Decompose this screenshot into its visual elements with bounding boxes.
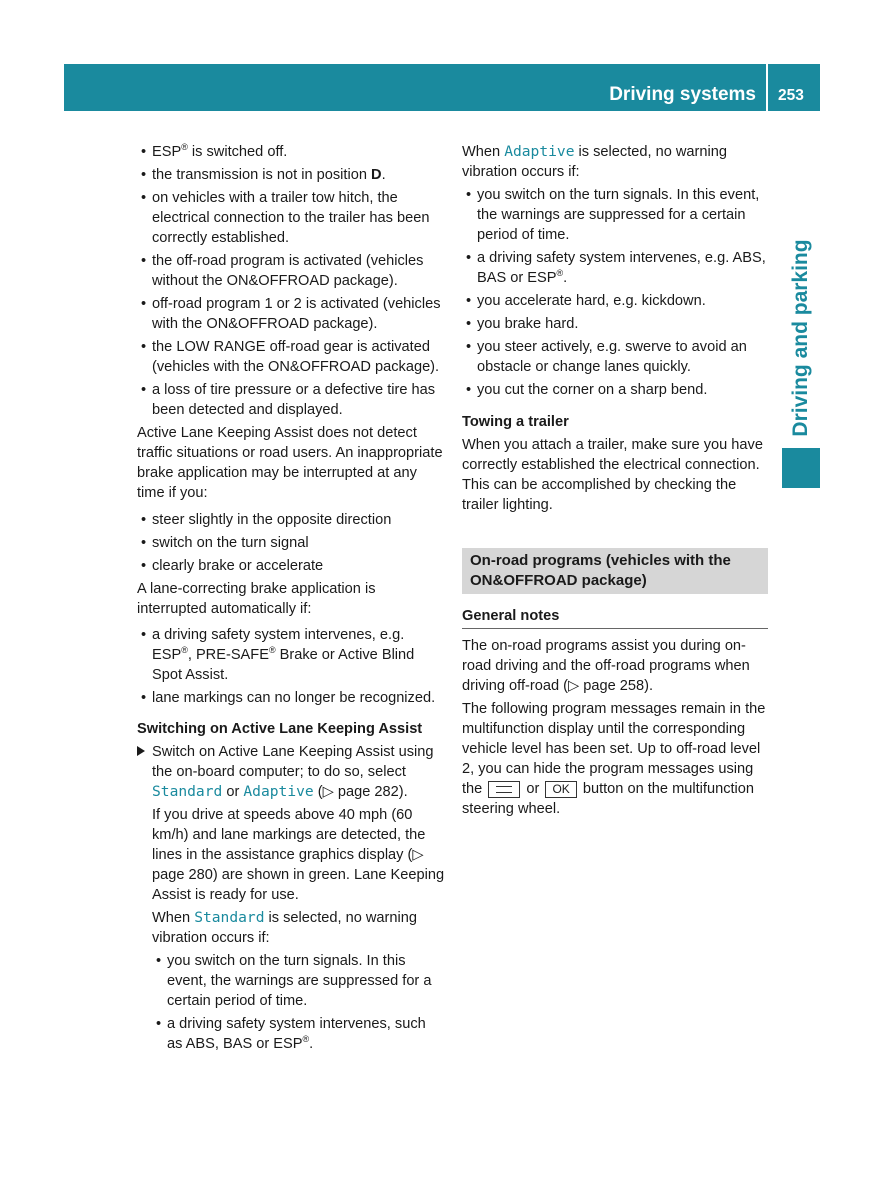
- section-heading: General notes: [462, 606, 768, 629]
- list-item: • you brake hard.: [462, 314, 768, 334]
- section-title-box: On-road programs (vehicles with the ON&OFFROAD package): [462, 548, 768, 594]
- paragraph: When Standard is selected, no warning vibration occurs if:: [152, 909, 417, 946]
- list-item: • you switch on the turn signals. In this event, the warnings are suppressed for a certain period of time.: [152, 951, 445, 1011]
- adaptive-option: Adaptive: [504, 143, 575, 160]
- adaptive-no-warning-list: [462, 185, 768, 400]
- auto-interrupt-list: [137, 625, 445, 708]
- list-item: • lane markings can no longer be recognized.: [137, 688, 445, 708]
- back-key-icon: [488, 781, 520, 798]
- action-step: [137, 742, 445, 1054]
- left-column: [137, 142, 445, 1057]
- paragraph: Active Lane Keeping Assist does not detect traffic situations or road users. An inappropriate brake application may be interrupted at any time if you:: [137, 425, 443, 501]
- side-chapter-tab: [782, 448, 820, 488]
- list-item: • on vehicles with a trailer tow hitch, the electrical connection to the trailer has been correctly established.: [137, 188, 445, 248]
- interrupt-list: [137, 510, 445, 576]
- paragraph: When you attach a trailer, make sure you have correctly established the electrical connection. This can be accomplished by checking the trailer lighting.: [462, 437, 763, 513]
- list-item: • a loss of tire pressure or a defective tire has been detected and displayed.: [137, 380, 445, 420]
- list-item: • you switch on the turn signals. In this event, the warnings are suppressed for a certain period of time.: [462, 185, 768, 245]
- list-item: • you steer actively, e.g. swerve to avoid an obstacle or change lanes quickly.: [462, 337, 768, 377]
- list-item: • ESP® is switched off.: [137, 142, 445, 162]
- side-chapter-title: Driving and parking: [789, 239, 812, 437]
- list-item: • a driving safety system intervenes, e.g. ABS, BAS or ESP®.: [462, 248, 768, 288]
- page-number: 253: [778, 87, 804, 104]
- right-column: [462, 142, 768, 822]
- list-item: • the off-road program is activated (vehicles without the ON&OFFROAD package).: [137, 251, 445, 291]
- action-arrow-icon: [137, 746, 145, 756]
- header-divider: [766, 64, 768, 111]
- paragraph: The following program messages remain in the multifunction display until the corresponding vehicle level has been set. Up to off-road level 2, you can hide the program messages using the or OK button on the multifunction steering wheel.: [462, 701, 766, 817]
- standard-no-warning-list: [152, 951, 445, 1054]
- list-item: • you accelerate hard, e.g. kickdown.: [462, 291, 768, 311]
- list-item: • you cut the corner on a sharp bend.: [462, 380, 768, 400]
- paragraph: If you drive at speeds above 40 mph (60 km/h) and lane markings are detected, the lines in the assistance graphics display (▷ page 280) are shown in green. Lane Keeping Assist is ready for use.: [152, 807, 445, 903]
- list-item: • a driving safety system intervenes, e.g. ESP®, PRE-SAFE® Brake or Active Blind Spot Assist.: [137, 625, 445, 685]
- adaptive-option: Adaptive: [243, 783, 314, 800]
- page-section-title: Driving systems: [609, 84, 756, 105]
- standard-option: Standard: [194, 909, 265, 926]
- list-item: • a driving safety system intervenes, such as ABS, BAS or ESP®.: [152, 1014, 445, 1054]
- list-item: • clearly brake or accelerate: [137, 556, 445, 576]
- list-item: • off-road program 1 or 2 is activated (vehicles with the ON&OFFROAD package).: [137, 294, 445, 334]
- list-item: • steer slightly in the opposite direction: [137, 510, 445, 530]
- section-heading: Towing a trailer: [462, 414, 569, 430]
- ok-key: OK: [545, 781, 576, 798]
- paragraph: The on-road programs assist you during on-road driving and the off-road programs when driving off-road (▷ page 258).: [462, 638, 750, 694]
- section-heading: Switching on Active Lane Keeping Assist: [137, 721, 423, 737]
- list-item: • the transmission is not in position D.: [137, 165, 445, 185]
- header-bar: [64, 64, 820, 111]
- paragraph: When Adaptive is selected, no warning vibration occurs if:: [462, 143, 727, 180]
- paragraph: A lane-correcting brake application is interrupted automatically if:: [137, 581, 376, 617]
- list-item: • switch on the turn signal: [137, 533, 445, 553]
- standard-option: Standard: [152, 783, 223, 800]
- condition-list: [137, 142, 445, 420]
- paragraph: Switch on Active Lane Keeping Assist using the on-board computer; to do so, select Standard or Adaptive (▷ page 282).: [152, 744, 434, 800]
- list-item: • the LOW RANGE off-road gear is activated (vehicles with the ON&OFFROAD package).: [137, 337, 445, 377]
